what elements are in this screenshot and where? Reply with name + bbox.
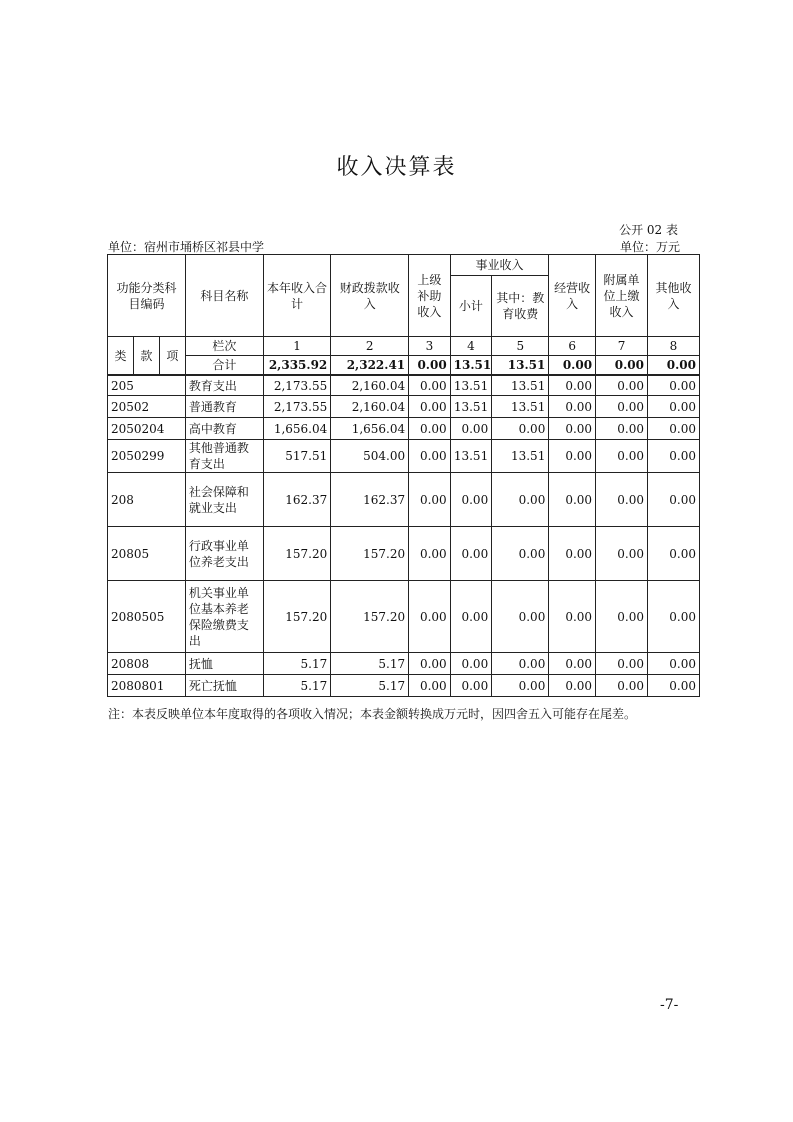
header-other: 其他收入: [647, 255, 699, 337]
amount-cell: 0.00: [450, 675, 492, 697]
amount-cell: 157.20: [331, 527, 409, 581]
amount-cell: 13.51: [492, 396, 549, 418]
amount-cell: 0.00: [492, 653, 549, 675]
amount-cell: 13.51: [450, 396, 492, 418]
amount-cell: 0.00: [409, 675, 451, 697]
amount-cell: 0.00: [647, 581, 699, 653]
subject-name: 其他普通教育支出: [185, 440, 263, 473]
amount-cell: 0.00: [596, 396, 648, 418]
subject-code: 20805: [108, 527, 186, 581]
amount-cell: 0.00: [450, 473, 492, 527]
amount-cell: 0.00: [549, 581, 596, 653]
table-row: [108, 473, 700, 527]
subject-code: 208: [108, 473, 186, 527]
total-cell: 0.00: [409, 356, 451, 376]
total-cell: 13.51: [492, 356, 549, 376]
index-cell: 4: [450, 337, 492, 356]
subject-code: 2050204: [108, 418, 186, 440]
income-table: [107, 254, 700, 697]
amount-cell: 0.00: [492, 527, 549, 581]
amount-cell: 0.00: [450, 527, 492, 581]
amount-cell: 0.00: [409, 473, 451, 527]
amount-cell: 0.00: [647, 375, 699, 396]
amount-cell: 0.00: [549, 653, 596, 675]
subject-name: 死亡抚恤: [185, 675, 263, 697]
amount-cell: 157.20: [263, 581, 331, 653]
amount-cell: 0.00: [549, 675, 596, 697]
subject-name: 行政事业单位养老支出: [185, 527, 263, 581]
amount-cell: 0.00: [596, 375, 648, 396]
subject-name: 普通教育: [185, 396, 263, 418]
amount-cell: 0.00: [647, 653, 699, 675]
header-career-edu: 其中：教育收费: [492, 276, 549, 337]
amount-cell: 0.00: [647, 473, 699, 527]
page-title: 收入决算表: [336, 155, 457, 180]
amount-cell: 504.00: [331, 440, 409, 473]
header-kuan: 款: [133, 337, 159, 376]
amount-cell: 1,656.04: [331, 418, 409, 440]
table-row: [108, 675, 700, 697]
total-cell: 2,322.41: [331, 356, 409, 376]
subject-name: 高中教育: [185, 418, 263, 440]
amount-cell: 13.51: [450, 375, 492, 396]
amount-cell: 0.00: [450, 418, 492, 440]
table-row: [108, 581, 700, 653]
index-cell: 5: [492, 337, 549, 356]
header-heji: 合计: [185, 356, 263, 376]
header-lei: 类: [108, 337, 134, 376]
amount-cell: 0.00: [409, 418, 451, 440]
unit-name: 单位：宿州市埇桥区祁县中学: [108, 240, 265, 254]
amount-cell: 0.00: [549, 473, 596, 527]
amount-cell: 0.00: [549, 527, 596, 581]
header-operating: 经营收入: [549, 255, 596, 337]
amount-cell: 0.00: [409, 653, 451, 675]
amount-cell: 0.00: [409, 396, 451, 418]
amount-cell: 0.00: [596, 418, 648, 440]
total-cell: 0.00: [647, 356, 699, 376]
table-row: [108, 440, 700, 473]
amount-cell: 5.17: [331, 653, 409, 675]
subject-code: 2050299: [108, 440, 186, 473]
header-xiang: 项: [159, 337, 185, 376]
subject-name: 教育支出: [185, 375, 263, 396]
amount-cell: 162.37: [331, 473, 409, 527]
index-cell: 2: [331, 337, 409, 356]
amount-cell: 0.00: [596, 581, 648, 653]
subject-code: 20502: [108, 396, 186, 418]
amount-cell: 0.00: [596, 440, 648, 473]
amount-cell: 0.00: [409, 440, 451, 473]
subject-name: 抚恤: [185, 653, 263, 675]
header-lanci: 栏次: [185, 337, 263, 356]
amount-cell: 0.00: [596, 653, 648, 675]
amount-cell: 0.00: [549, 375, 596, 396]
amount-cell: 2,173.55: [263, 375, 331, 396]
amount-cell: 0.00: [596, 675, 648, 697]
amount-cell: 13.51: [492, 440, 549, 473]
amount-cell: 0.00: [596, 473, 648, 527]
subject-code: 205: [108, 375, 186, 396]
header-total: 本年收入合计: [263, 255, 331, 337]
subject-code: 2080505: [108, 581, 186, 653]
amount-cell: 517.51: [263, 440, 331, 473]
header-fiscal: 财政拨款收入: [331, 255, 409, 337]
header-career: 事业收入: [450, 255, 549, 276]
amount-cell: 0.00: [647, 527, 699, 581]
unit-info: [108, 238, 680, 255]
index-cell: 3: [409, 337, 451, 356]
amount-cell: 0.00: [549, 418, 596, 440]
amount-cell: 0.00: [647, 675, 699, 697]
amount-cell: 162.37: [263, 473, 331, 527]
table-row: [108, 653, 700, 675]
money-unit: 单位：万元: [619, 240, 680, 254]
header-subject-name: 科目名称: [185, 255, 263, 337]
amount-cell: 0.00: [647, 396, 699, 418]
footnote: 注：本表反映单位本年度取得的各项收入情况；本表金额转换成万元时，因四舍五入可能存在尾差。: [108, 707, 637, 721]
amount-cell: 13.51: [492, 375, 549, 396]
amount-cell: 0.00: [549, 440, 596, 473]
total-cell: 13.51: [450, 356, 492, 376]
amount-cell: 0.00: [409, 527, 451, 581]
header-func-code: 功能分类科目编码: [108, 255, 186, 337]
amount-cell: 0.00: [596, 527, 648, 581]
form-number: 公开 02 表: [619, 223, 678, 237]
subject-code: 2080801: [108, 675, 186, 697]
amount-cell: 5.17: [331, 675, 409, 697]
amount-cell: 0.00: [450, 581, 492, 653]
amount-cell: 2,160.04: [331, 375, 409, 396]
amount-cell: 2,173.55: [263, 396, 331, 418]
table-body: [108, 375, 700, 697]
amount-cell: 0.00: [549, 396, 596, 418]
amount-cell: 157.20: [263, 527, 331, 581]
amount-cell: 0.00: [409, 375, 451, 396]
index-cell: 8: [647, 337, 699, 356]
amount-cell: 0.00: [492, 581, 549, 653]
amount-cell: 0.00: [647, 440, 699, 473]
page-number: -7-: [660, 997, 679, 1013]
header-superior: 上级补助收入: [409, 255, 451, 337]
amount-cell: 2,160.04: [331, 396, 409, 418]
total-cell: 2,335.92: [263, 356, 331, 376]
index-cell: 6: [549, 337, 596, 356]
amount-cell: 1,656.04: [263, 418, 331, 440]
index-cell: 7: [596, 337, 648, 356]
index-cell: 1: [263, 337, 331, 356]
amount-cell: 0.00: [450, 653, 492, 675]
amount-cell: 0.00: [409, 581, 451, 653]
header-career-subtotal: 小计: [450, 276, 492, 337]
amount-cell: 5.17: [263, 675, 331, 697]
total-cell: 0.00: [549, 356, 596, 376]
amount-cell: 0.00: [647, 418, 699, 440]
subject-name: 社会保障和就业支出: [185, 473, 263, 527]
table-row: [108, 375, 700, 396]
total-cell: 0.00: [596, 356, 648, 376]
subject-code: 20808: [108, 653, 186, 675]
header-affiliate: 附属单位上缴收入: [596, 255, 648, 337]
amount-cell: 0.00: [492, 675, 549, 697]
subject-name: 机关事业单位基本养老保险缴费支出: [185, 581, 263, 653]
table-row: [108, 418, 700, 440]
amount-cell: 13.51: [450, 440, 492, 473]
amount-cell: 5.17: [263, 653, 331, 675]
amount-cell: 157.20: [331, 581, 409, 653]
table-row: [108, 527, 700, 581]
amount-cell: 0.00: [492, 418, 549, 440]
amount-cell: 0.00: [492, 473, 549, 527]
table-row: [108, 396, 700, 418]
